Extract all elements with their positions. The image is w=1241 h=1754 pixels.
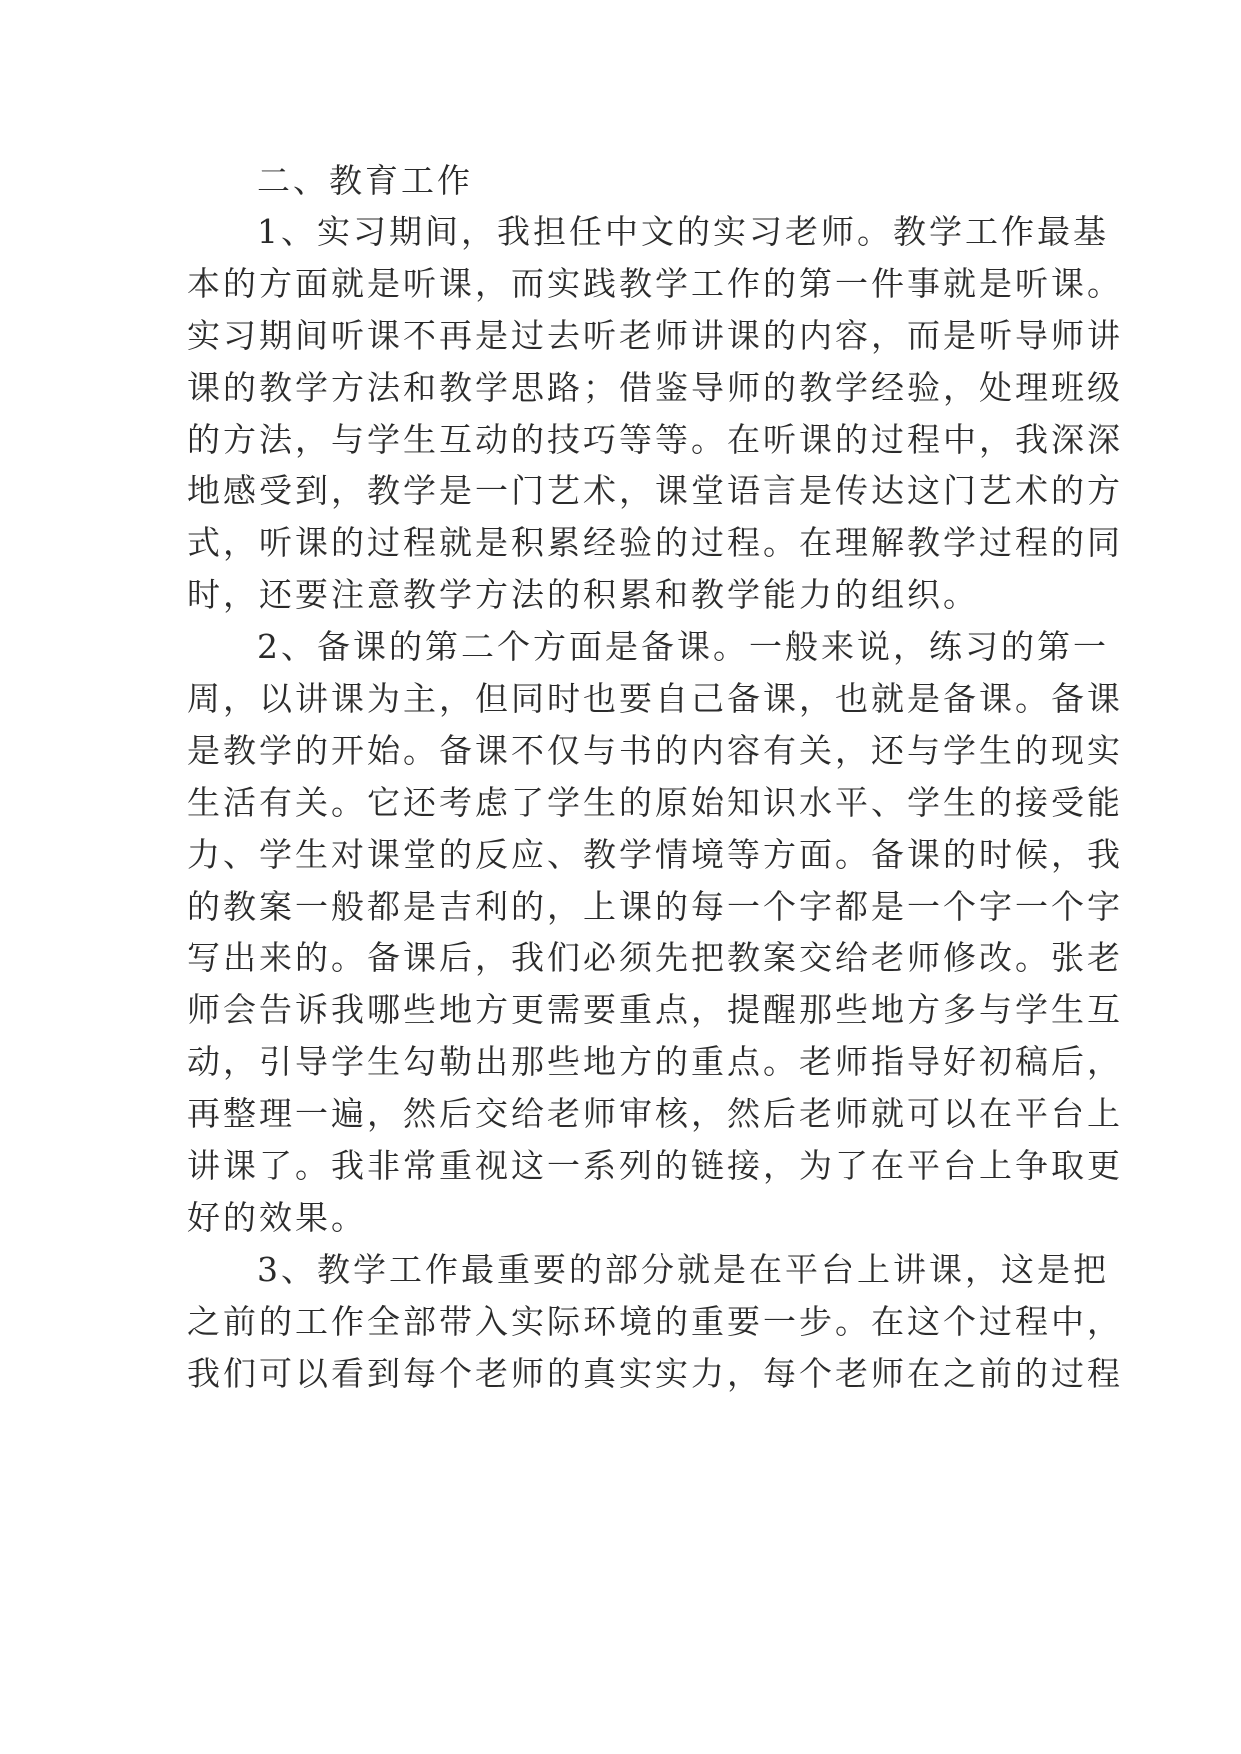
text-line: 地感受到，教学是一门艺术，课堂语言是传达这门艺术的方	[187, 471, 1123, 511]
text-line: 本的方面就是听课，而实践教学工作的第一件事就是听课。	[187, 263, 1123, 303]
text-line: 的教案一般都是吉利的，上课的每一个字都是一个字一个字	[187, 886, 1123, 926]
text-line: 我们可以看到每个老师的真实实力，每个老师在之前的过程	[187, 1353, 1123, 1393]
text-line: 课的教学方法和教学思路；借鉴导师的教学经验，处理班级	[187, 367, 1123, 407]
section-heading: 二、教育工作	[257, 161, 473, 200]
text-line: 实习期间听课不再是过去听老师讲课的内容，而是听导师讲	[187, 315, 1123, 355]
text-line: 写出来的。备课后，我们必须先把教案交给老师修改。张老	[187, 938, 1123, 978]
text-line: 1、实习期间，我担任中文的实习老师。教学工作最基	[257, 212, 1109, 251]
paragraph-3	[187, 1244, 1123, 1400]
text-line: 师会告诉我哪些地方更需要重点，提醒那些地方多与学生互	[187, 990, 1123, 1030]
text-line: 周，以讲课为主，但同时也要自己备课，也就是备课。备课	[187, 679, 1123, 719]
text-line: 的方法，与学生互动的技巧等等。在听课的过程中，我深深	[187, 419, 1123, 459]
text-line: 动，引导学生勾勒出那些地方的重点。老师指导好初稿后，	[187, 1042, 1123, 1082]
text-line: 式，听课的过程就是积累经验的过程。在理解教学过程的同	[187, 523, 1123, 563]
text-line: 力、学生对课堂的反应、教学情境等方面。备课的时候，我	[187, 834, 1123, 874]
text-line: 是教学的开始。备课不仅与书的内容有关，还与学生的现实	[187, 730, 1123, 770]
text-line: 再整理一遍，然后交给老师审核，然后老师就可以在平台上	[187, 1094, 1123, 1134]
paragraph-2	[187, 621, 1123, 1244]
text-line: 2、备课的第二个方面是备课。一般来说，练习的第一	[257, 627, 1109, 667]
text-line: 生活有关。它还考虑了学生的原始知识水平、学生的接受能	[187, 782, 1123, 822]
paragraph-1	[187, 206, 1123, 621]
document-body	[187, 155, 1123, 1399]
text-line: 3、教学工作最重要的部分就是在平台上讲课，这是把	[257, 1249, 1109, 1289]
text-line: 讲课了。我非常重视这一系列的链接，为了在平台上争取更	[187, 1146, 1123, 1186]
text-line: 好的效果。	[187, 1197, 367, 1237]
text-line: 之前的工作全部带入实际环境的重要一步。在这个过程中，	[187, 1301, 1123, 1341]
text-line: 时，还要注意教学方法的积累和教学能力的组织。	[187, 575, 979, 615]
